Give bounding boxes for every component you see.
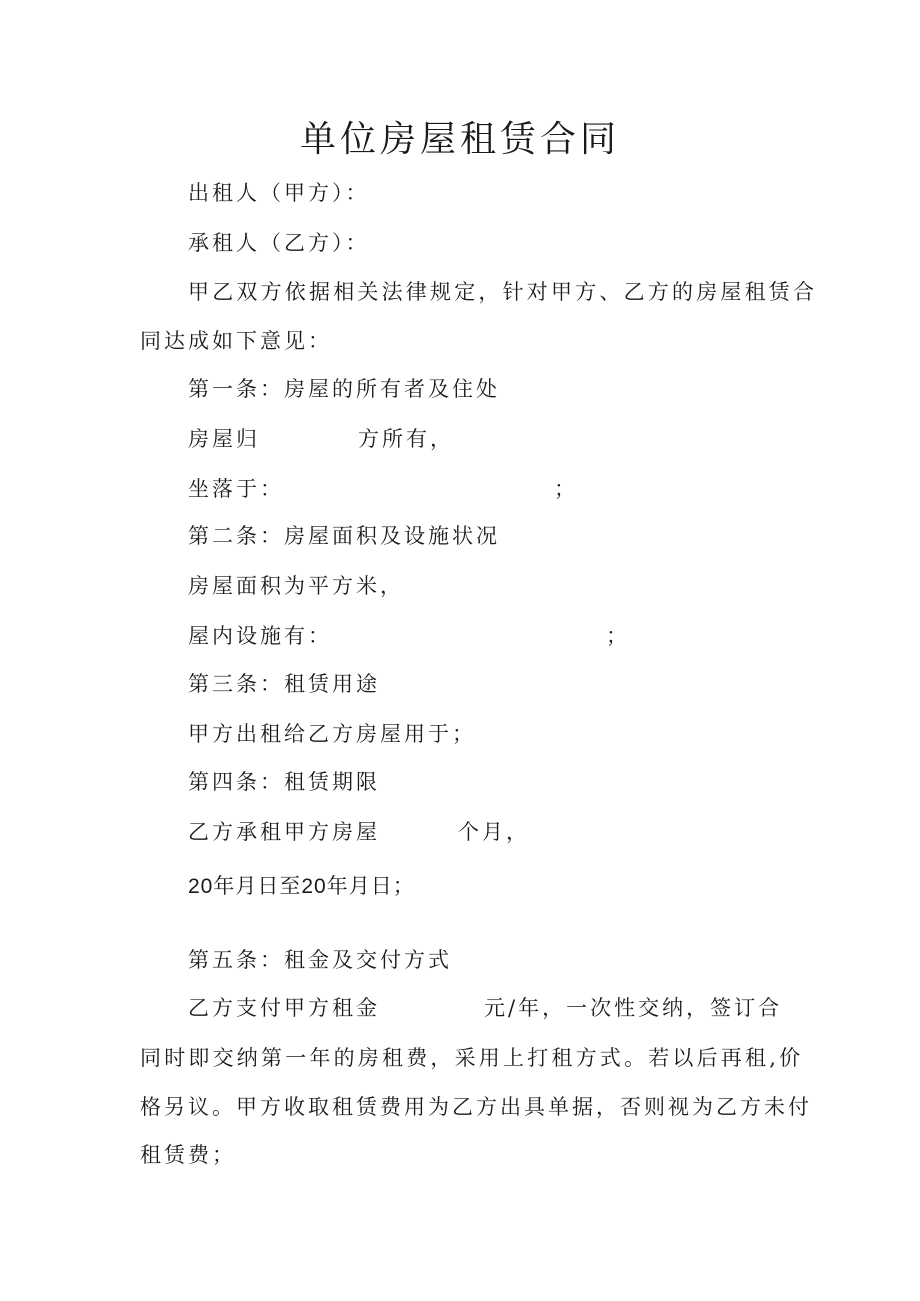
term-suffix: 个月， [458,820,530,844]
location-suffix: ； [554,477,578,501]
intro-line-1: 甲乙双方依据相关法律规定，针对甲方、乙方的房屋租赁合 [188,280,818,304]
facilities-prefix: 屋内设施有： [188,624,332,648]
location-prefix: 坐落于： [188,477,284,501]
article-2-heading: 第二条：房屋面积及设施状况 [188,524,500,548]
article-4-heading: 第四条：租赁期限 [188,770,380,794]
rent-prefix: 乙方支付甲方租金 [188,996,380,1020]
intro-line-2: 同达成如下意见： [140,329,332,353]
term-dates-line: 20年月日至20年月日； [188,875,415,898]
article-1-heading: 第一条：房屋的所有者及住处 [188,377,500,401]
facilities-line [188,621,630,651]
purpose-line: 甲方出租给乙方房屋用于； [188,722,476,746]
rent-line-3: 格另议。甲方收取租赁费用为乙方出具单据，否则视为乙方未付 [140,1095,812,1119]
rent-line-2: 同时即交纳第一年的房租费，采用上打租方式。若以后再租,价 [140,1046,804,1070]
area-line: 房屋面积为平方米， [188,574,404,598]
article-5-heading: 第五条：租金及交付方式 [188,948,452,972]
rent-line-4: 租赁费； [140,1143,236,1167]
term-prefix: 乙方承租甲方房屋 [188,820,380,844]
article-3-heading: 第三条：租赁用途 [188,672,380,696]
document-title: 单位房屋租赁合同 [299,119,620,160]
lessee-line: 承租人（乙方）： [188,231,370,255]
lessor-line: 出租人（甲方）： [188,181,370,205]
owner-suffix: 方所有， [358,427,454,451]
location-line [188,474,578,504]
owner-line [188,424,454,454]
rent-line-1 [188,993,782,1023]
term-line [188,817,530,847]
owner-prefix: 房屋归 [188,427,260,451]
facilities-suffix: ； [606,624,630,648]
rent-suffix: 元/年，一次性交纳，签订合 [484,996,783,1020]
